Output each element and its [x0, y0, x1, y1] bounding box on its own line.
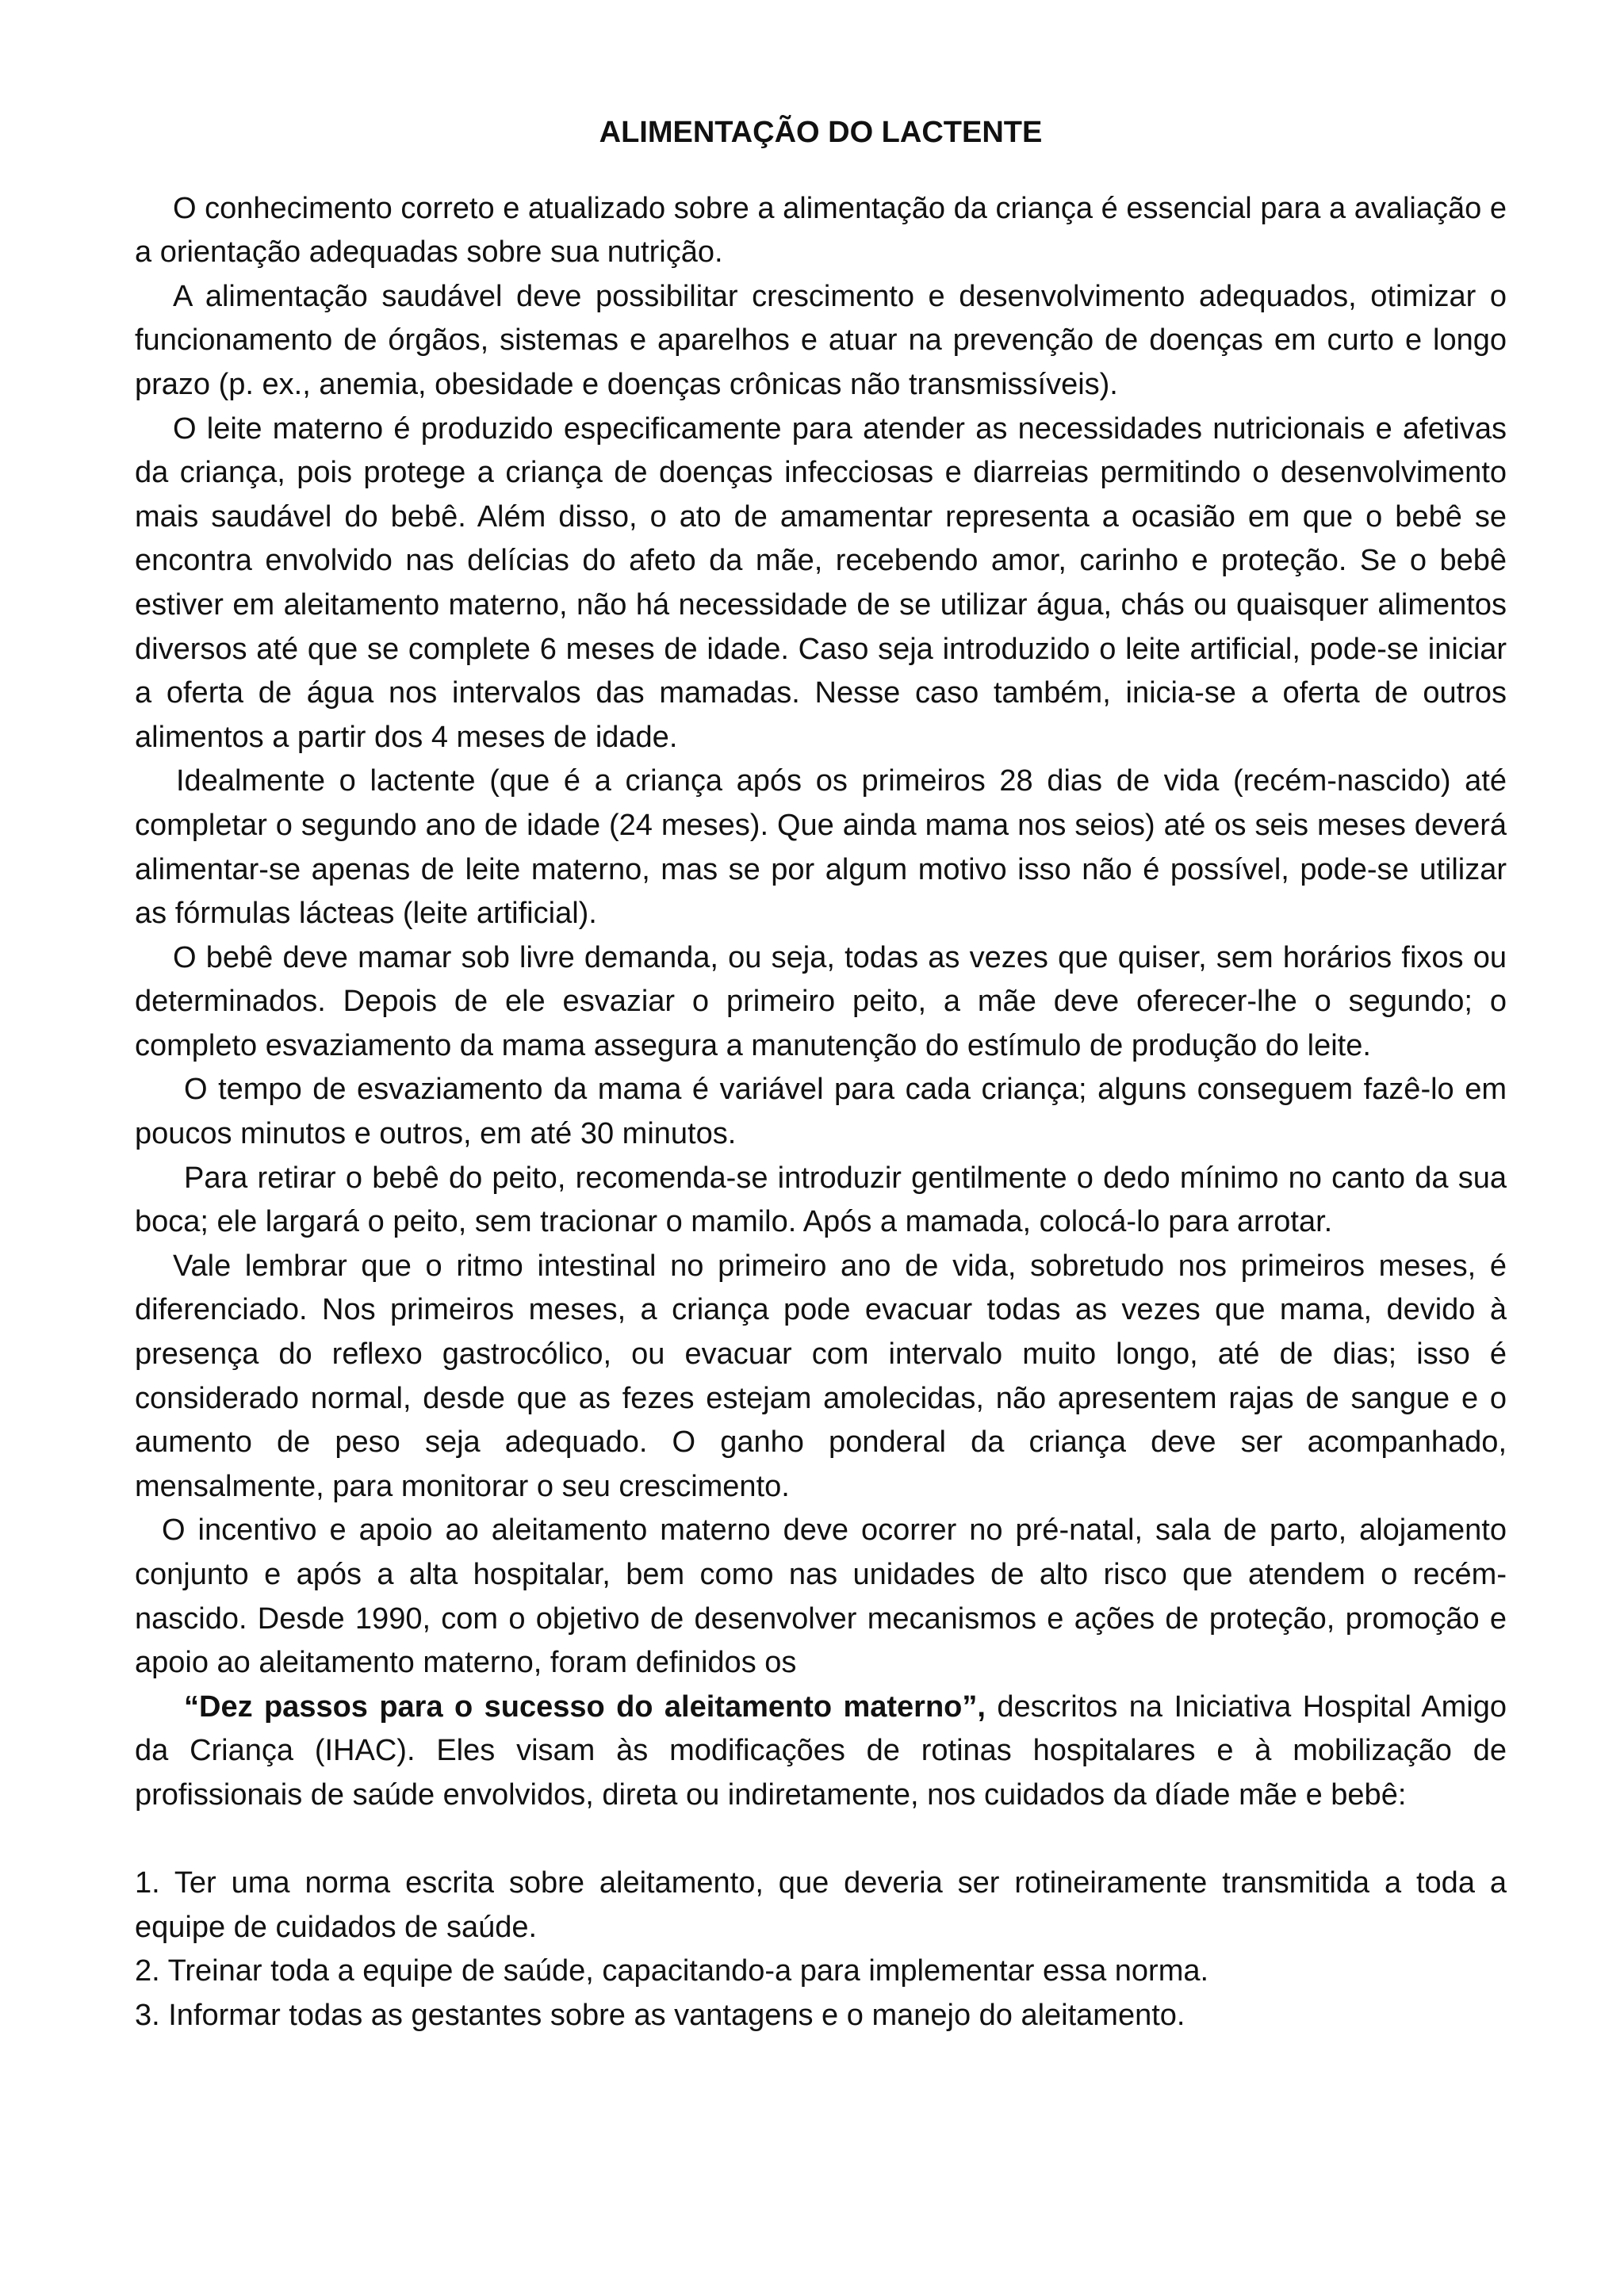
paragraph-livre-demanda: O bebê deve mamar sob livre demanda, ou seja, todas as vezes que quiser, sem horários fixos ou determinados. Depois de ele esvaziar o primeiro peito, a mãe deve oferecer-lhe o segundo; o completo esvaziamento da mama assegura a manutenção do estímulo de produção do leite.	[135, 940, 1507, 1062]
paragraph-lactente: Idealmente o lactente (que é a criança após os primeiros 28 dias de vida (recém-nascido) até completar o segundo ano de idade (24 meses). Que ainda mama nos seios) até os seis meses deverá alimentar-se apenas de leite materno, mas se por algum motivo isso não é possível, pode-se utilizar as fórmulas lácteas (leite artificial).	[135, 764, 1507, 931]
document-page	[135, 111, 1507, 2038]
list-item: 3. Informar todas as gestantes sobre as vantagens e o manejo do aleitamento.	[135, 1998, 1185, 2032]
paragraph-retirar-bebe: Para retirar o bebê do peito, recomenda-se introduzir gentilmente o dedo mínimo no canto da sua boca; ele largará o peito, sem tracionar o mamilo. Após a mamada, colocá-lo para arrotar.	[135, 1161, 1507, 1239]
page-title: ALIMENTAÇÃO DO LACTENTE	[599, 116, 1043, 149]
paragraph-leite-materno: O leite materno é produzido especificamente para atender as necessidades nutricionais e afetivas da criança, pois protege a criança de doenças infecciosas e diarreias permitindo o desenvolvimento mais saudável do bebê. Além disso, o ato de amamentar representa a ocasião em que o bebê se encontra envolvido nas delícias do afeto da mãe, recebendo amor, carinho e proteção. Se o bebê estiver em aleitamento materno, não há necessidade de se utilizar água, chás ou quaisquer alimentos diversos até que se complete 6 meses de idade. Caso seja introduzido o leite artificial, pode-se iniciar a oferta de água nos intervalos das mamadas. Nesse caso também, inicia-se a oferta de outros alimentos a partir dos 4 meses de idade.	[135, 411, 1507, 754]
dez-passos-list	[135, 1862, 1507, 2038]
list-item: 2. Treinar toda a equipe de saúde, capacitando-a para implementar essa norma.	[135, 1954, 1209, 1988]
paragraph-intro: O conhecimento correto e atualizado sobre a alimentação da criança é essencial para a avaliação e a orientação adequadas sobre sua nutrição.	[135, 191, 1507, 270]
dez-passos-text: descritos na Iniciativa Hospital Amigo da Criança (IHAC). Eles visam às modificações de rotinas hospitalares e à mobilização de profissionais de saúde envolvidos, direta ou indiretamente, nos cuidados da díade mãe e bebê:	[135, 1689, 1507, 1812]
blank-line	[135, 1818, 1507, 1862]
list-item: 1. Ter uma norma escrita sobre aleitamento, que deveria ser rotineiramente transmitida a toda a equipe de cuidados de saúde.	[135, 1866, 1507, 1944]
paragraph-dez-passos	[135, 1686, 1507, 1818]
paragraph-incentivo: O incentivo e apoio ao aleitamento materno deve ocorrer no pré-natal, sala de parto, alojamento conjunto e após a alta hospitalar, bem como nas unidades de alto risco que atendem o recém-nascido. Desde 1990, com o objetivo de desenvolver mecanismos e ações de proteção, promoção e apoio ao aleitamento materno, foram definidos os	[135, 1513, 1507, 1680]
paragraph-alimentacao-saudavel: A alimentação saudável deve possibilitar crescimento e desenvolvimento adequados, otimizar o funcionamento de órgãos, sistemas e aparelhos e atuar na prevenção de doenças em curto e longo prazo (p. ex., anemia, obesidade e doenças crônicas não transmissíveis).	[135, 279, 1507, 401]
paragraph-tempo-esvaziamento: O tempo de esvaziamento da mama é variável para cada criança; alguns conseguem fazê-lo em poucos minutos e outros, em até 30 minutos.	[135, 1073, 1507, 1151]
paragraph-ritmo-intestinal: Vale lembrar que o ritmo intestinal no primeiro ano de vida, sobretudo nos primeiros meses, é diferenciado. Nos primeiros meses, a criança pode evacuar todas as vezes que mama, devido à presença do reflexo gastrocólico, ou evacuar com intervalo muito longo, até de dias; isso é considerado normal, desde que as fezes estejam amolecidas, não apresentem rajas de sangue e o aumento de peso seja adequado. O ganho ponderal da criança deve ser acompanhado, mensalmente, para monitorar o seu crescimento.	[135, 1249, 1507, 1503]
dez-passos-heading: “Dez passos para o sucesso do aleitamento materno”,	[184, 1689, 986, 1724]
